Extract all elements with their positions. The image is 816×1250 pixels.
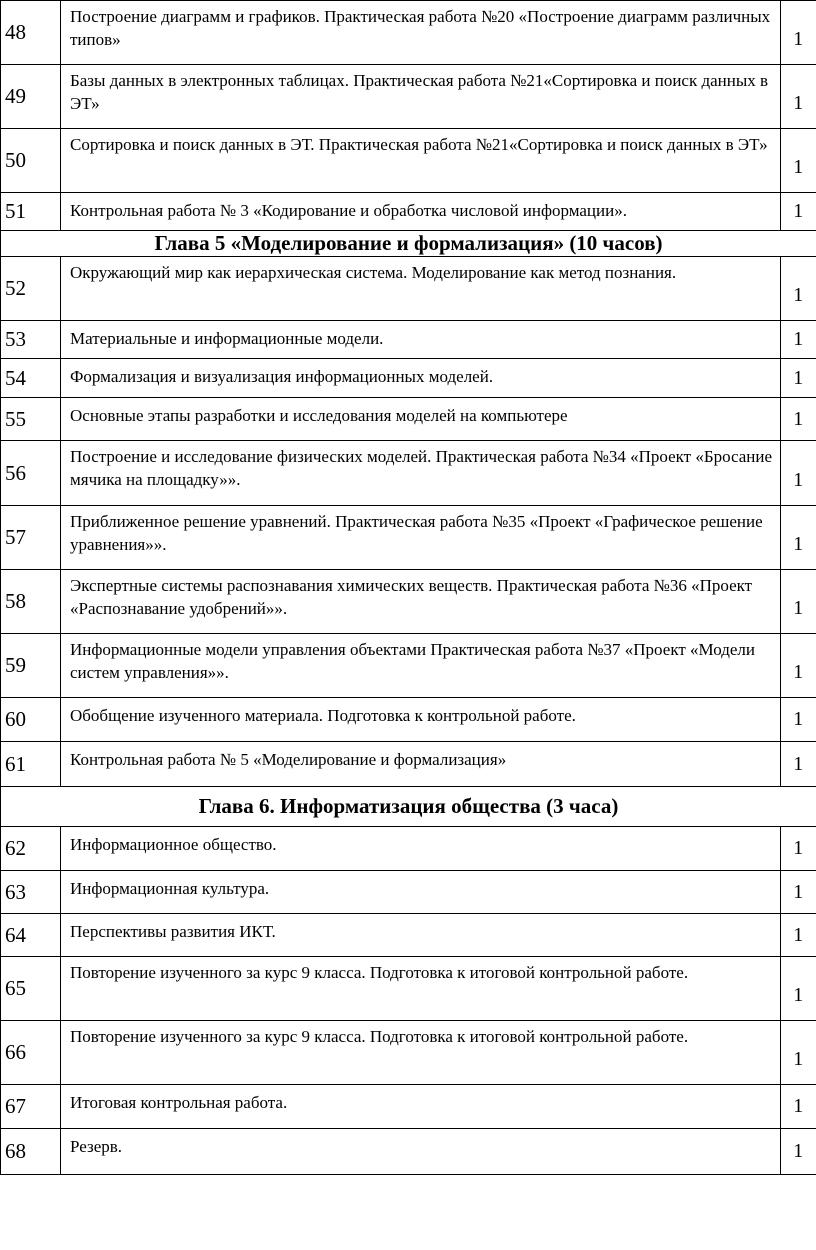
table-row xyxy=(1,742,816,787)
lesson-plan-table-body xyxy=(1,1,816,1175)
lesson-number: 53 xyxy=(1,321,61,359)
lesson-title: Контрольная работа № 5 «Моделирование и формализация» xyxy=(61,742,781,787)
lesson-title: Формализация и визуализация информационных моделей. xyxy=(61,359,781,398)
lesson-number: 61 xyxy=(1,742,61,787)
lesson-hours: 1 xyxy=(780,129,816,193)
lesson-title: Информационная культура. xyxy=(61,871,781,914)
lesson-hours: 1 xyxy=(780,321,816,359)
lesson-title: Повторение изученного за курс 9 класса. Подготовка к итоговой контрольной работе. xyxy=(61,957,781,1021)
lesson-number: 59 xyxy=(1,634,61,698)
lesson-number: 56 xyxy=(1,441,61,506)
lesson-hours: 1 xyxy=(780,441,816,506)
chapter-heading-row xyxy=(1,231,816,257)
lesson-hours: 1 xyxy=(780,1129,816,1175)
lesson-title: Окружающий мир как иерархическая система. Моделирование как метод познания. xyxy=(61,257,781,321)
table-row xyxy=(1,1085,816,1129)
lesson-number: 68 xyxy=(1,1129,61,1175)
table-row xyxy=(1,914,816,957)
lesson-title: Основные этапы разработки и исследования моделей на компьютере xyxy=(61,398,781,441)
lesson-title: Построение и исследование физических моделей. Практическая работа №34 «Проект «Бросание мячика на площадку»». xyxy=(61,441,781,506)
lesson-hours: 1 xyxy=(780,1,816,65)
lesson-number: 60 xyxy=(1,698,61,742)
table-row xyxy=(1,634,816,698)
table-row xyxy=(1,506,816,570)
table-row xyxy=(1,321,816,359)
lesson-hours: 1 xyxy=(780,398,816,441)
lesson-number: 55 xyxy=(1,398,61,441)
table-row xyxy=(1,398,816,441)
lesson-hours: 1 xyxy=(780,65,816,129)
table-row xyxy=(1,441,816,506)
lesson-hours: 1 xyxy=(780,1021,816,1085)
lesson-number: 67 xyxy=(1,1085,61,1129)
lesson-hours: 1 xyxy=(780,193,816,231)
lesson-number: 52 xyxy=(1,257,61,321)
lesson-number: 66 xyxy=(1,1021,61,1085)
lesson-hours: 1 xyxy=(780,742,816,787)
chapter-heading-row xyxy=(1,787,816,827)
lesson-title: Базы данных в электронных таблицах. Практическая работа №21«Сортировка и поиск данных в ЭТ» xyxy=(61,65,781,129)
chapter-heading: Глава 6. Информатизация общества (3 часа) xyxy=(1,787,816,827)
table-row xyxy=(1,957,816,1021)
lesson-number: 57 xyxy=(1,506,61,570)
lesson-hours: 1 xyxy=(780,570,816,634)
lesson-title: Сортировка и поиск данных в ЭТ. Практическая работа №21«Сортировка и поиск данных в ЭТ» xyxy=(61,129,781,193)
lesson-title: Материальные и информационные модели. xyxy=(61,321,781,359)
lesson-number: 48 xyxy=(1,1,61,65)
lesson-hours: 1 xyxy=(780,257,816,321)
table-row xyxy=(1,129,816,193)
lesson-number: 62 xyxy=(1,827,61,871)
lesson-title: Обобщение изученного материала. Подготовка к контрольной работе. xyxy=(61,698,781,742)
lesson-title: Информационное общество. xyxy=(61,827,781,871)
table-row xyxy=(1,698,816,742)
chapter-heading: Глава 5 «Моделирование и формализация» (10 часов) xyxy=(1,231,816,257)
lesson-hours: 1 xyxy=(780,506,816,570)
table-row xyxy=(1,257,816,321)
lesson-hours: 1 xyxy=(780,914,816,957)
lesson-number: 49 xyxy=(1,65,61,129)
table-row xyxy=(1,65,816,129)
lesson-title: Итоговая контрольная работа. xyxy=(61,1085,781,1129)
lesson-hours: 1 xyxy=(780,634,816,698)
lesson-number: 65 xyxy=(1,957,61,1021)
lesson-hours: 1 xyxy=(780,1085,816,1129)
table-row xyxy=(1,1,816,65)
lesson-number: 63 xyxy=(1,871,61,914)
lesson-hours: 1 xyxy=(780,871,816,914)
lesson-number: 51 xyxy=(1,193,61,231)
lesson-title: Перспективы развития ИКТ. xyxy=(61,914,781,957)
lesson-hours: 1 xyxy=(780,957,816,1021)
table-row xyxy=(1,827,816,871)
lesson-number: 54 xyxy=(1,359,61,398)
lesson-hours: 1 xyxy=(780,698,816,742)
table-row xyxy=(1,570,816,634)
lesson-title: Информационные модели управления объектами Практическая работа №37 «Проект «Модели систем управления»». xyxy=(61,634,781,698)
table-row xyxy=(1,1021,816,1085)
lesson-hours: 1 xyxy=(780,359,816,398)
lesson-number: 58 xyxy=(1,570,61,634)
table-row xyxy=(1,193,816,231)
lesson-title: Резерв. xyxy=(61,1129,781,1175)
lesson-title: Приближенное решение уравнений. Практическая работа №35 «Проект «Графическое решение уравнения»». xyxy=(61,506,781,570)
lesson-title: Контрольная работа № 3 «Кодирование и обработка числовой информации». xyxy=(61,193,781,231)
lesson-title: Экспертные системы распознавания химических веществ. Практическая работа №36 «Проект «Распознавание удобрений»». xyxy=(61,570,781,634)
lesson-number: 64 xyxy=(1,914,61,957)
lesson-number: 50 xyxy=(1,129,61,193)
lesson-title: Повторение изученного за курс 9 класса. Подготовка к итоговой контрольной работе. xyxy=(61,1021,781,1085)
table-row xyxy=(1,359,816,398)
lesson-title: Построение диаграмм и графиков. Практическая работа №20 «Построение диаграмм различных типов» xyxy=(61,1,781,65)
table-row xyxy=(1,1129,816,1175)
table-row xyxy=(1,871,816,914)
lesson-hours: 1 xyxy=(780,827,816,871)
